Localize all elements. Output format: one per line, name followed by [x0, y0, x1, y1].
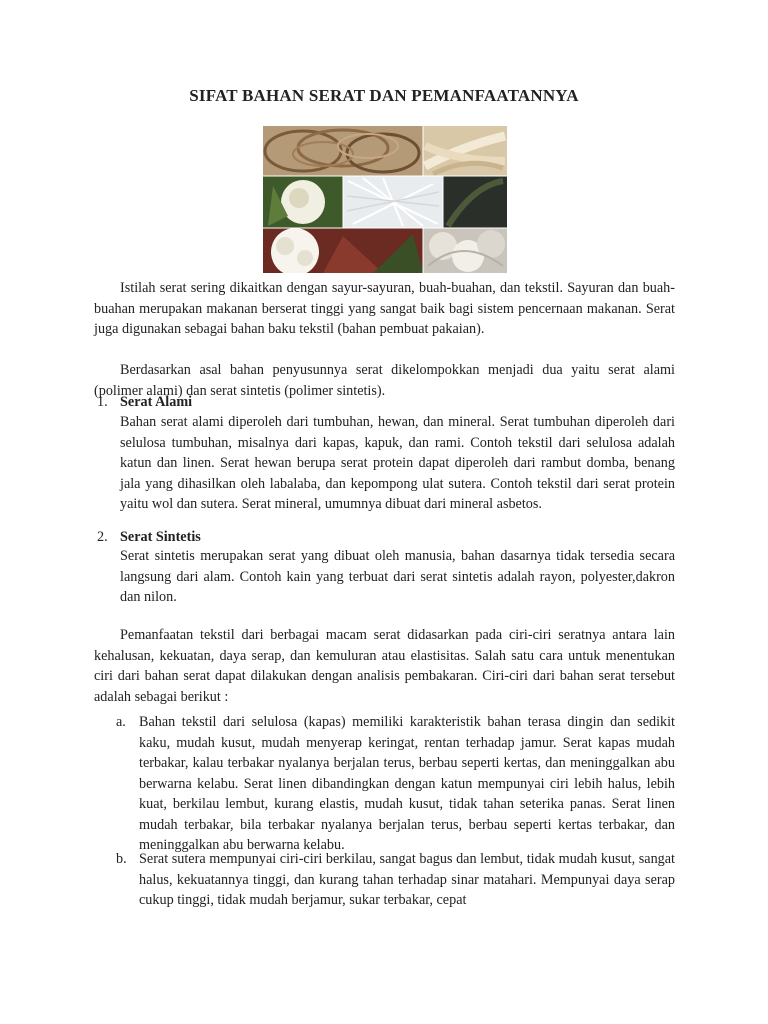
list-heading-serat-alami: Serat Alami	[120, 394, 193, 410]
list-body-serat-sintetis: Serat sintetis merupakan serat yang dibuat oleh manusia, bahan dasarnya tidak tersedia secara langsung dari alam. Contoh kain yang terbuat dari serat sintetis adalah rayon, polyester,dakron dan nilon.	[120, 548, 675, 605]
alpha-mark-b: b.	[116, 851, 127, 867]
cotton-boll-photo	[263, 228, 423, 273]
list-body-serat-alami: Bahan serat alami diperoleh dari tumbuhan, hewan, dan mineral. Serat tumbuhan diperoleh dari selulosa tumbuhan, misalnya dari kapas, kapuk, dan rami. Contoh tekstil dari selulosa adalah katun dan linen. Serat hewan berupa serat protein dapat diperoleh dari rambut domba, benang jala yang dihasilkan oleh labalaba, dan kepompong ulat sutera. Contoh tekstil dari serat protein yaitu wol dan sutera. Serat mineral, umumnya dibuat dari mineral asbetos.	[120, 414, 675, 512]
intro-paragraph-1: Istilah serat sering dikaitkan dengan sayur-sayuran, buah-buahan, dan tekstil. Sayuran dan buah-buahan merupakan makanan berserat tinggi yang sangat baik bagi sistem pencernaan makanan. Serat juga digunakan sebagai bahan baku tekstil (bahan pembuat pakaian).	[94, 280, 675, 337]
wool-photo	[423, 228, 507, 273]
white-fiber-photo	[343, 176, 443, 228]
alpha-body-a: Bahan tekstil dari selulosa (kapas) memiliki karakteristik bahan terasa dingin dan sedikit kaku, mudah kusut, mudah menyerap keringat, rentan terhadap jamur. Serat kapas mudah terbakar, kalau terbakar nyalanya berjalan terus, berbau seperti kertas, dan meninggalkan abu berwarna kelabu. Serat linen dibandingkan dengan katun mempunyai ciri lebih halus, lebih kuat, berkilau lembut, kurang elastis, mudah kusut, tidak tahan seterika panas. Serat linen mudah terbakar, bila terbakar nyalanya berjalan terus, berbau seperti kertas terbakar, dan meninggalkan abu berwarna kelabu.	[139, 714, 675, 853]
fiber-photo-collage	[263, 126, 507, 273]
page-title: SIFAT BAHAN SERAT DAN PEMANFAATANNYA	[189, 86, 579, 105]
list-number-2: 2.	[97, 529, 108, 545]
dark-fabric-photo	[443, 176, 507, 228]
list-heading-serat-sintetis: Serat Sintetis	[120, 529, 201, 545]
alpha-body-b: Serat sutera mempunyai ciri-ciri berkilau, sangat bagus dan lembut, tidak mudah kusut, sangat halus, kekuatannya tinggi, dan kurang tahan terhadap sinar matahari. Mempunyai daya serap cukup tinggi, tidak mudah berjamur, sukar terbakar, cepat	[139, 851, 675, 908]
usage-paragraph: Pemanfaatan tekstil dari berbagai macam serat didasarkan pada ciri-ciri seratnya antara lain kehalusan, kekuatan, daya serap, dan kemuluran atau elastisitas. Salah satu cara untuk menentukan ciri dari bahan serat dapat dilakukan dengan analisis pembakaran. Ciri-ciri dari bahan serat tersebut adalah sebagai berikut :	[94, 627, 675, 705]
intro-paragraph-2: Berdasarkan asal bahan penyusunnya serat dikelompokkan menjadi dua yaitu serat alami (polimer alami) dan serat sintetis (polimer sintetis).	[94, 362, 675, 399]
alpha-mark-a: a.	[116, 714, 126, 730]
coiled-fiber-photo	[263, 126, 423, 176]
cream-fiber-photo	[423, 126, 507, 176]
list-number-1: 1.	[97, 394, 108, 410]
cotton-flower-photo	[263, 176, 343, 228]
